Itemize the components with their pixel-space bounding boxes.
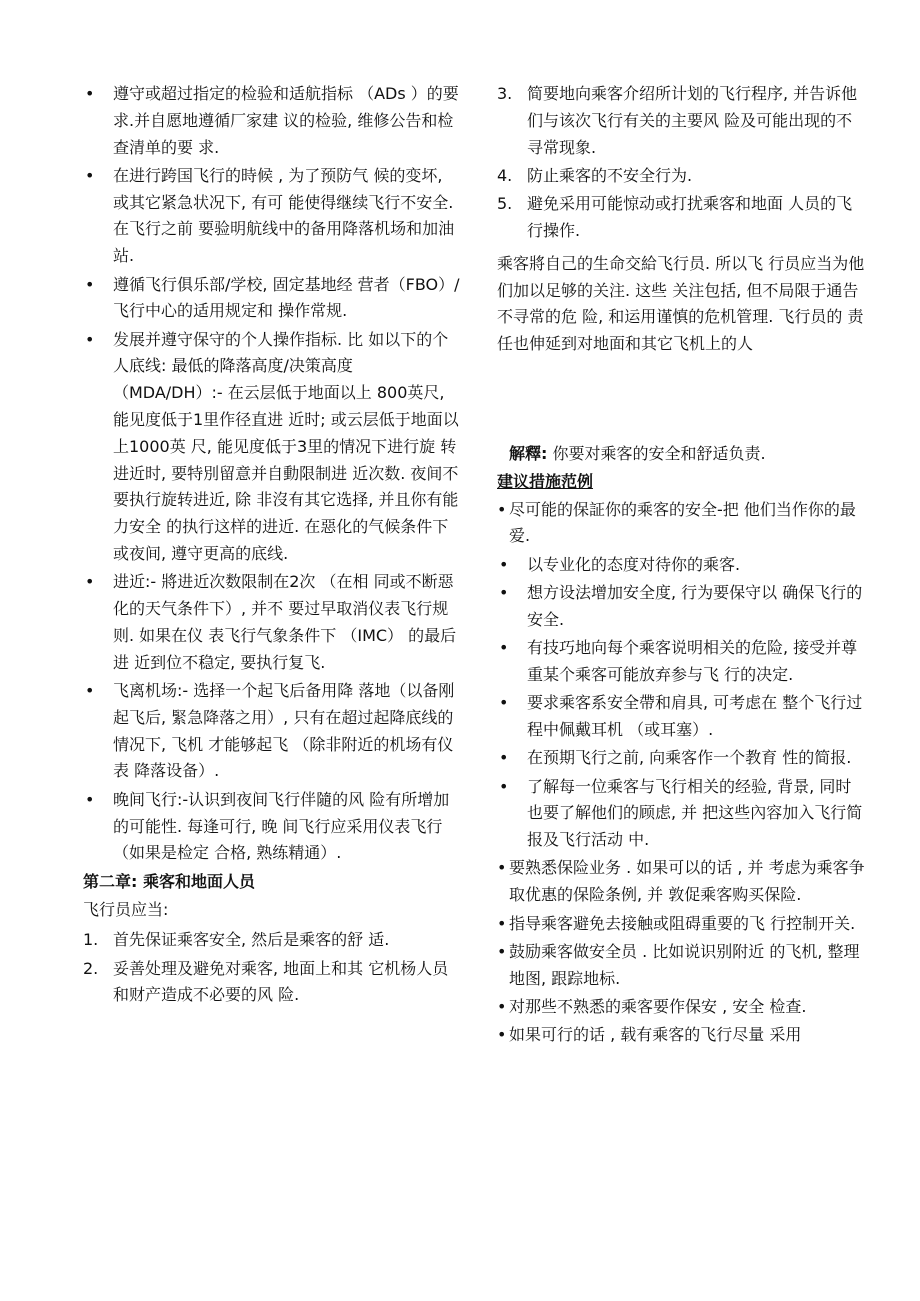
item-text: 遵循飞行俱乐部/学校, 固定基地经 营者（FBO）/飞行中心的适用规定和 操作常规. [113,274,460,321]
bullet-marker: • [499,748,509,768]
item-text: 对那些不熟悉的乘客要作保安 , 安全 检查. [509,996,807,1016]
bullet-item [497,690,865,744]
right-numbered-list [497,81,865,245]
item-number: 2. [83,958,99,978]
item-text: 指导乘客避免去接触或阻碍重要的飞 行控制开关. [509,913,856,933]
item-text: 有技巧地向每个乘客说明相关的危险, 接受并尊重某个乘客可能放弃参与飞 行的决定. [527,638,858,684]
responsibility-paragraph: 乘客將自己的生命交給飞行员. 所以飞 行员应当为他们加以足够的关注. 这些 关注包括, 但不局限于通告不寻常的危 险, 和运用谨慎的危机管理. 飞行员的 责任也伸延到对地面和其它飞机上的人 [497,253,865,354]
intro-text: 飞行员应当: [83,900,169,920]
bullet-marker: • [85,681,95,701]
item-text: 如果可行的话 , 载有乘客的飞行尽量 采用 [509,1025,802,1045]
numbered-item [83,927,460,954]
item-number: 5. [497,194,513,214]
bullet-item [497,552,865,579]
bullet-marker: • [85,274,95,294]
numbered-item [83,956,460,1010]
bullet-item [497,994,865,1021]
item-text: 在预期飞行之前, 向乘客作一个教育 性的简报. [527,748,852,768]
item-text: 晚间飞行:-认识到夜间飞行伴隨的风 险有所增加的可能性. 每逢可行, 晚 间飞行应采用仪表飞行 （如果是检定 合格, 熟练精通）. [113,789,450,863]
left-numbered-list [83,927,460,1009]
item-text: 避免采用可能惊动或打扰乘客和地面 人员的飞行操作. [527,194,853,240]
bullet-item [83,272,460,326]
analysis-line [497,441,865,468]
bullet-marker: • [85,789,95,809]
item-text: 发展并遵守保守的个人操作指标. 比 如以下的个人底线: 最低的降落高度/决策高度（MDA/DH）:- 在云层低于地面以上 800英尺, 能见度低于1里作径直进 近时; 或云层低于地面以上1000英 尺, 能见度低于3里的情况下进行旋 转进近时, 要特別留意并自動限制进 近次数. 夜间不要执行旋转进近, 除 非沒有其它选择, 并且你有能力安全 的执行这样的进近. 在惡化的气候条件下或夜间, 遵守更高的底线. [113,329,459,564]
item-text: 简要地向乘客介绍所计划的飞行程序, 并告诉他们与该次飞行有关的主要风 险及可能出现的不寻常现象. [527,84,858,157]
bullet-marker: • [85,165,95,185]
bullet-item [497,497,865,551]
bullet-marker: • [85,84,95,103]
bullet-marker: • [499,582,509,602]
bullet-marker: • [499,776,509,796]
bullet-marker: • [499,638,509,658]
item-number: 4. [497,165,513,185]
item-text: 想方设法增加安全度, 行为要保守以 确保飞行的安全. [527,582,863,629]
bullet-marker: • [497,941,507,961]
item-text: 鼓励乘客做安全员 . 比如说识别附近 的飞机, 整理地图, 跟踪地标. [509,941,860,988]
numbered-item [497,191,865,245]
item-text: 妥善处理及避免对乘客, 地面上和其 它机杨人员和财产造成不必要的风 险. [113,958,449,1005]
item-text: 尽可能的保証你的乘客的安全-把 他们当作你的最爱. [509,499,856,546]
item-text: 要求乘客系安全帶和肩具, 可考虑在 整个飞行过程中佩戴耳机 （或耳塞）. [527,693,863,739]
right-column [497,81,865,1051]
bullet-item [83,81,460,161]
item-text: 飞离机场:- 选择一个起飞后备用降 落地（以备刚起飞后, 緊急降落之用）, 只有在超过起降底线的情况下, 飞机 才能够起飞 （除非附近的机场有仪表 降落设备）. [113,681,455,781]
bullet-item [497,745,865,772]
item-text: 要熟悉保险业务 . 如果可以的话 , 并 考虑为乘客争取优惠的保险条例, 并 敦促乘客购买保险. [509,858,865,905]
bullet-item [497,939,865,993]
bullet-item [83,327,460,568]
item-text: 首先保证乘客安全, 然后是乘客的舒 适. [113,930,390,950]
bullet-marker: • [85,572,95,592]
bullet-item [497,580,865,634]
bullet-item [497,911,865,938]
analysis-label: 解釋: [509,443,548,463]
item-text: 遵守或超过指定的检验和适航指标 （ADs ）的要求.并自愿地遵循厂家建 议的检验, 维修公告和检查清单的要 求. [113,84,459,157]
item-text: 进近:- 將进近次数限制在2次 （在相 同或不断惡化的天气条件下）, 并不 要过早取消仪表飞行规则. 如果在仪 表飞行气象条件下 （IMC） 的最后进 近到位不稳定, 要执行复飞. [113,572,457,672]
bullet-item [83,569,460,676]
bullet-marker: • [497,858,507,878]
left-column [83,81,460,1011]
item-text: 防止乘客的不安全行为. [527,165,693,185]
bullet-marker: • [497,499,507,519]
item-text: 在进行跨国飞行的時候 , 为了预防气 候的变坏, 或其它紧急状况下, 有可 能使得继续飞行不安全. 在飞行之前 要验明航线中的备用降落机场和加油 站. [113,165,455,266]
bullet-marker: • [497,1025,507,1045]
bullet-marker: • [499,554,509,574]
measures-heading: 建议措施范例 [497,471,594,491]
spacer [497,361,865,441]
bullet-marker: • [497,996,507,1016]
numbered-item [497,163,865,190]
measures-bullet-list [497,497,865,1049]
bullet-item [497,855,865,909]
numbered-item [497,81,865,161]
item-text: 以专业化的态度对待你的乘客. [527,554,741,574]
bullet-item [83,678,460,785]
bullet-marker: • [499,693,509,713]
item-text: 了解每一位乘客与飞行相关的经验, 背景, 同时也要了解他们的顾虑, 并 把这些內容加入飞行简报及飞行活动 中. [527,776,863,850]
item-number: 1. [83,930,99,950]
analysis-text: 你要对乘客的安全和舒适负责. [547,443,766,463]
left-bullet-list [83,81,460,867]
bullet-marker: • [497,913,507,933]
bullet-item [497,1022,865,1049]
bullet-item [497,774,865,854]
chapter-heading: 第二章: 乘客和地面人员 [83,871,255,891]
bullet-item [497,635,865,689]
bullet-item [83,787,460,867]
bullet-item [83,163,460,270]
bullet-marker: • [85,329,95,349]
item-number: 3. [497,84,513,103]
